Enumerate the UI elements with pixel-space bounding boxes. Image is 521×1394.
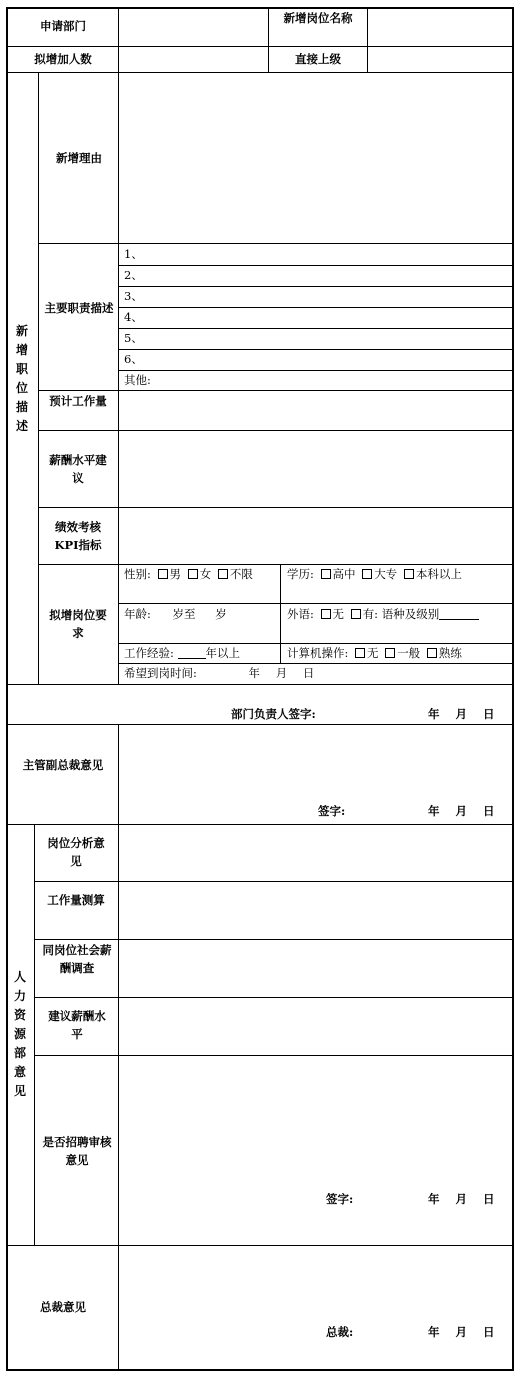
row-divider — [118, 286, 514, 287]
recruitment-approval-label: 是否招聘审核意见 — [42, 1135, 112, 1167]
checkbox-comp-basic[interactable] — [385, 648, 395, 658]
checkbox-unlimited[interactable] — [218, 569, 228, 579]
row-divider — [118, 643, 514, 644]
duty-item[interactable]: 其他: — [124, 373, 151, 387]
comp-skilled-label: 熟练 — [438, 646, 462, 660]
checkbox-female[interactable] — [188, 569, 198, 579]
checkbox-comp-skilled[interactable] — [427, 648, 437, 658]
duties-label: 主要职责描述 — [44, 301, 114, 315]
column-divider — [34, 824, 35, 1245]
row-divider — [38, 243, 514, 244]
date-month: 月 — [455, 1325, 467, 1339]
experience-field[interactable] — [124, 645, 240, 662]
recruitment-approval-input[interactable] — [119, 1056, 514, 1245]
checkbox-male[interactable] — [158, 569, 168, 579]
arrival-year: 年 — [248, 666, 261, 680]
dept-sign-date — [428, 706, 495, 723]
president-sign-label: 总裁: — [326, 1325, 354, 1339]
age-field[interactable] — [124, 606, 227, 623]
education-label: 学历: — [287, 567, 314, 581]
age-from-label: 岁至 — [172, 607, 196, 621]
position-name-label: 新增岗位名称 — [283, 11, 353, 25]
hr-sign-label: 签字: — [326, 1192, 354, 1206]
president-opinion-input[interactable] — [119, 1246, 514, 1370]
college-label: 大专 — [374, 567, 398, 581]
checkbox-high-school[interactable] — [321, 569, 331, 579]
hr-section-label: 人力资源部意见 — [13, 970, 26, 1098]
row-divider — [118, 328, 514, 329]
language-field[interactable] — [287, 605, 497, 623]
description-section-label: 新增职位描述 — [15, 324, 28, 433]
workload-input[interactable] — [119, 391, 514, 430]
requirements-label: 拟增岗位要求 — [49, 608, 107, 640]
date-year: 年 — [428, 707, 440, 721]
hr-sign-date — [428, 1191, 495, 1208]
date-day: 日 — [483, 707, 495, 721]
experience-label: 工作经验: — [124, 646, 174, 660]
date-day: 日 — [483, 1192, 495, 1206]
position-analysis-input[interactable] — [119, 825, 514, 881]
president-sign-date — [428, 1324, 495, 1341]
workload-estimate-input[interactable] — [119, 882, 514, 939]
row-divider — [118, 265, 514, 266]
superior-input[interactable] — [368, 47, 514, 72]
date-day: 日 — [483, 804, 495, 818]
suggested-salary-input[interactable] — [119, 998, 514, 1055]
age-to-label: 岁 — [215, 607, 227, 621]
experience-years-blank[interactable] — [178, 658, 206, 659]
salary-suggestion-label: 薪酬水平建议 — [49, 453, 107, 485]
date-month: 月 — [455, 804, 467, 818]
arrival-label: 希望到岗时间: — [124, 666, 197, 680]
row-divider — [6, 684, 514, 685]
lang-none-label: 无 — [332, 607, 345, 621]
dept-sign-label: 部门负责人签字: — [231, 707, 316, 721]
headcount-label: 拟增加人数 — [34, 52, 92, 66]
arrival-time-field[interactable] — [124, 665, 314, 682]
checkbox-bachelor[interactable] — [404, 569, 414, 579]
comp-basic-label: 一般 — [397, 646, 421, 660]
comp-none-label: 无 — [367, 646, 379, 660]
female-label: 女 — [199, 567, 212, 581]
row-divider — [38, 564, 514, 565]
salary-survey-label: 同岗位社会薪酬调查 — [42, 943, 112, 975]
date-month: 月 — [455, 707, 467, 721]
arrival-day: 日 — [302, 666, 315, 680]
salary-suggestion-input[interactable] — [119, 431, 514, 507]
president-opinion-label: 总裁意见 — [40, 1300, 86, 1314]
date-month: 月 — [455, 1192, 467, 1206]
kpi-input[interactable] — [119, 508, 514, 564]
row-divider — [118, 307, 514, 308]
row-divider — [118, 349, 514, 350]
lang-yes-label: 有: 语种及级别 — [362, 607, 440, 621]
checkbox-comp-none[interactable] — [355, 648, 365, 658]
duty-item[interactable]: 5、 — [124, 331, 143, 345]
dept-input[interactable] — [119, 7, 268, 46]
high-school-label: 高中 — [332, 567, 356, 581]
reason-label: 新增理由 — [56, 151, 102, 165]
date-year: 年 — [428, 1192, 440, 1206]
date-day: 日 — [483, 1325, 495, 1339]
experience-suffix: 年以上 — [205, 646, 241, 660]
language-level-blank[interactable] — [439, 619, 479, 620]
headcount-input[interactable] — [119, 47, 268, 72]
checkbox-lang-none[interactable] — [321, 609, 331, 619]
computer-label: 计算机操作: — [287, 646, 349, 660]
vp-sign-date — [428, 803, 495, 820]
row-divider — [118, 663, 514, 664]
salary-survey-input[interactable] — [119, 940, 514, 997]
column-divider — [38, 72, 39, 684]
gender-label: 性别: — [124, 567, 151, 581]
checkbox-lang-yes[interactable] — [351, 609, 361, 619]
dept-head-signature[interactable] — [231, 706, 316, 723]
column-divider — [280, 564, 281, 663]
row-divider — [118, 370, 514, 371]
computer-field[interactable] — [287, 645, 462, 662]
unlimited-label: 不限 — [229, 567, 253, 581]
workload-label: 预计工作量 — [49, 394, 107, 408]
row-divider — [118, 603, 514, 604]
bachelor-label: 本科以上 — [415, 567, 462, 581]
date-year: 年 — [428, 1325, 440, 1339]
language-label: 外语: — [287, 607, 314, 621]
checkbox-college[interactable] — [362, 569, 372, 579]
date-year: 年 — [428, 804, 440, 818]
arrival-month: 月 — [275, 666, 288, 680]
reason-input[interactable] — [119, 73, 514, 243]
kpi-label: 绩效考核KPI指标 — [54, 520, 102, 552]
vp-sign-label: 签字: — [318, 804, 346, 818]
male-label: 男 — [169, 567, 182, 581]
workload-estimate-label: 工作量测算 — [47, 893, 105, 907]
duty-item[interactable]: 3、 — [124, 289, 143, 303]
suggested-salary-label: 建议薪酬水平 — [48, 1009, 106, 1041]
duty-item[interactable]: 6、 — [124, 352, 143, 366]
duty-item[interactable]: 1、 — [124, 247, 143, 261]
position-name-input[interactable] — [368, 7, 514, 46]
duty-item[interactable]: 2、 — [124, 268, 143, 282]
dept-label: 申请部门 — [40, 19, 86, 33]
gender-field[interactable] — [124, 566, 276, 583]
vp-opinion-label: 主管副总裁意见 — [22, 758, 104, 772]
position-analysis-label: 岗位分析意见 — [47, 836, 105, 868]
duty-item[interactable]: 4、 — [124, 310, 143, 324]
age-label: 年龄: — [124, 607, 151, 621]
superior-label: 直接上级 — [295, 52, 341, 66]
education-field[interactable] — [287, 566, 462, 583]
